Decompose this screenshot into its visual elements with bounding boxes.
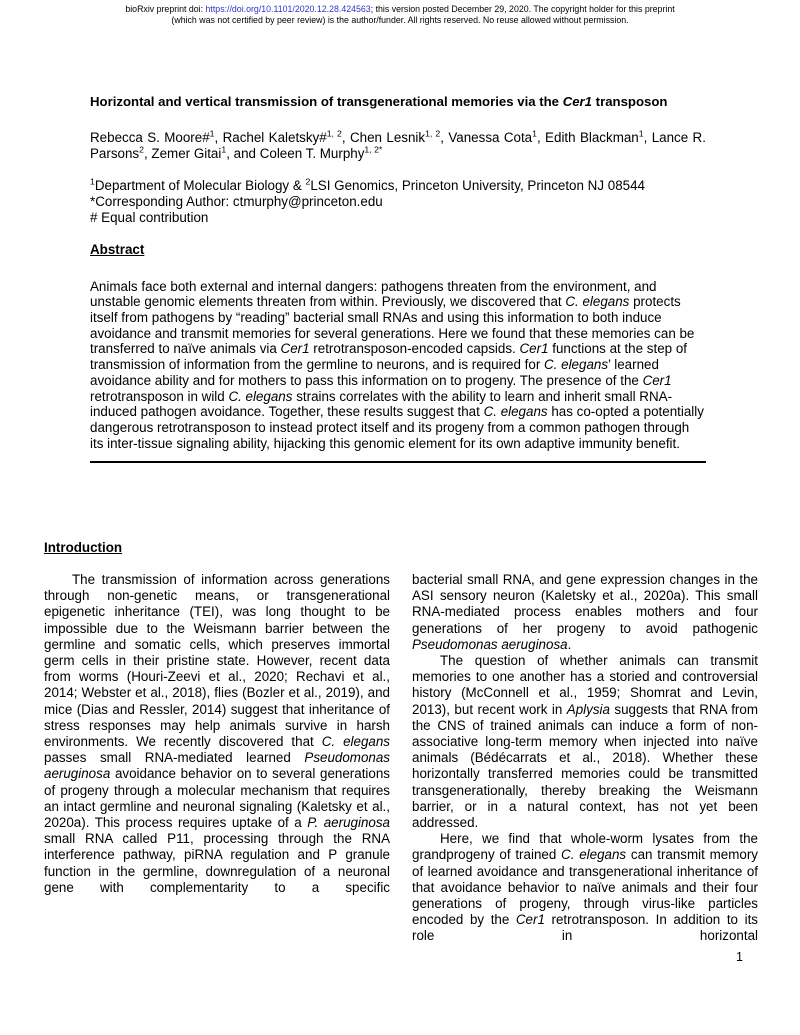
page-number: 1 bbox=[736, 950, 743, 964]
abstract-heading: Abstract bbox=[90, 241, 145, 257]
text-run: 1 bbox=[638, 128, 644, 139]
intro-paragraph-2 bbox=[412, 653, 758, 831]
text-run: , Zemer Gitai bbox=[143, 146, 222, 161]
text-run: The transmission of information across generations through non-genetic means, or transgenerational epigenetic inheritance (TEI), was long thought to be impossible due to the Weismann barrier between the germline and somatic cells, which preserves immortal germ cells in their pristine state. However, recent data from worms (Houri-Zeevi et al., 2020; Rechavi et al., 2014; Webster et al., 2018), flies (Bozler et al., 2019), and mice (Dias and Ressler, 2014) suggest that inheritance of stress responses may help animals survive in harsh environments. We recently discovered that bbox=[44, 572, 390, 750]
text-run: strains correlates with the ability to learn and inherit small RNA-induced pathogen avoidance. Together, these results suggest that bbox=[90, 388, 673, 420]
text-run: suggests that RNA from the CNS of trained animals can induce a form of non-associative long-term memory when injected into naïve animals (Bédécarrats et al., 2018). Whether these horizontally transferred memories could be transmitted transgenerationally, thereby breaking the Weismann barrier, or in a natural context, has not yet been addressed. bbox=[412, 701, 758, 831]
text-run: 2 bbox=[305, 176, 311, 187]
text-run: , Chen Lesnik bbox=[341, 129, 426, 145]
text-run: Cer1 bbox=[280, 341, 310, 357]
affiliation bbox=[90, 178, 706, 194]
affiliation-block bbox=[90, 178, 706, 225]
text-run: C. elegans bbox=[483, 404, 548, 420]
text-run: LSI Genomics, Princeton University, Princeton NJ 08544 bbox=[310, 178, 645, 194]
author-list bbox=[90, 130, 706, 162]
two-column-layout bbox=[44, 572, 758, 945]
text-run: Cer1 bbox=[519, 341, 549, 357]
text-run: retrotransposon. In addition to its role in horizontal bbox=[412, 912, 758, 944]
introduction-heading: Introduction bbox=[44, 540, 123, 555]
text-run: Pseudomonas aeruginosa bbox=[44, 750, 390, 782]
text-run: small RNA called P11, processing through the RNA interference pathway, piRNA regulation and P granule function in the germline, downregulation of a neuronal gene with complementarity to a specific bbox=[44, 831, 390, 895]
preprint-notice-line1 bbox=[0, 4, 800, 15]
intro-paragraph-3 bbox=[412, 831, 758, 944]
text-run: C. elegans bbox=[544, 357, 609, 373]
text-run: , Lance R. Parsons bbox=[90, 129, 706, 161]
text-run: 1, 2 bbox=[326, 128, 342, 139]
text-run: Rebecca S. Moore# bbox=[90, 129, 210, 145]
text-run: 1 bbox=[221, 144, 227, 155]
text-run: . bbox=[567, 636, 572, 652]
text-run: The question of whether animals can transmit memories to one another has a storied and controversial history (McConnell et al., 1959; Shomrat and Levin, 2013), but recent work in bbox=[412, 653, 758, 717]
intro-paragraph-1-continued bbox=[412, 572, 758, 653]
right-column bbox=[412, 572, 758, 945]
text-run: 1 bbox=[532, 128, 537, 139]
text-run: Animals face both external and internal dangers: pathogens threaten from the environment, and unstable genomic elements threaten from within. Previously, we discovered that bbox=[90, 278, 657, 310]
text-run: C. elegans bbox=[321, 734, 390, 750]
text-run: can transmit memory of learned avoidance and transgenerational inheritance of that avoidance behavior to naïve animals and their four generations of progeny, through virus-like particles encoded by the bbox=[412, 847, 758, 928]
text-run: Horizontal and vertical transmission of transgenerational memories via the bbox=[90, 94, 563, 109]
left-column bbox=[44, 572, 390, 945]
preprint-notice-line2: (which was not certified by peer review) is the author/funder. All rights reserved. No reuse allowed without permission. bbox=[171, 15, 629, 25]
text-run: 1 bbox=[90, 176, 95, 187]
text-run: Cer1 bbox=[562, 94, 593, 109]
text-run: C. elegans bbox=[565, 294, 630, 310]
text-run: retrotransposon-encoded capsids. bbox=[309, 341, 520, 357]
text-run: Aplysia bbox=[566, 701, 610, 717]
text-run: avoidance behavior on to several generations of progeny through a molecular mechanism that requires an intact germline and neuronal signaling (Kaletsky et al., 2020a). This process requires uptake of a bbox=[44, 766, 390, 831]
text-run: Department of Molecular Biology & bbox=[94, 178, 306, 194]
paper-title bbox=[90, 94, 706, 110]
section-divider-line bbox=[90, 461, 706, 463]
intro-paragraph-1 bbox=[44, 572, 390, 896]
text-run: protects itself from pathogens by “reading” bacterial small RNAs and using this information to both induce avoidance and transmit memories for several generations. Here we found that these memories can be transferred to naïve animals via bbox=[90, 294, 695, 357]
text-run: C. elegans bbox=[228, 388, 293, 404]
text-run: ; this version posted December 29, 2020. The copyright holder for this preprint bbox=[370, 4, 675, 14]
text-run: Pseudomonas aeruginosa bbox=[412, 636, 568, 652]
text-run: P. aeruginosa bbox=[307, 815, 390, 831]
text-run: Cer1 bbox=[515, 912, 545, 928]
doi-link[interactable]: https://doi.org/10.1101/2020.12.28.424563 bbox=[205, 4, 371, 14]
text-run: passes small RNA-mediated learned bbox=[44, 750, 305, 766]
text-run: functions at the step of transmission of information from the germline to neurons, and is required for bbox=[90, 341, 687, 373]
text-run: Here, we find that whole-worm lysates from the grandprogeny of trained bbox=[412, 831, 758, 863]
abstract-text bbox=[90, 279, 706, 452]
text-run: bioRxiv preprint doi: bbox=[125, 4, 206, 14]
text-run: 1, 2 bbox=[425, 128, 441, 139]
preprint-notice bbox=[0, 4, 800, 26]
text-run: 2 bbox=[139, 144, 144, 155]
text-run: retrotransposon in wild bbox=[90, 388, 229, 404]
title-block bbox=[90, 94, 706, 463]
text-run: ’ learned avoidance ability and for mothers to pass this information on to progeny. The presence of the bbox=[90, 357, 659, 388]
text-run: 1, 2* bbox=[364, 144, 383, 155]
corresponding-author: *Corresponding Author: ctmurphy@princeton.edu bbox=[90, 194, 383, 209]
text-run: has co-opted a potentially dangerous retrotransposon to instead protect itself and its progeny from a common pathogen through its inter-tissue signaling ability, hijacking this genomic element for its own adaptive immunity benefit. bbox=[90, 404, 704, 451]
text-run: Cer1 bbox=[642, 372, 672, 388]
equal-contribution-note: # Equal contribution bbox=[90, 209, 209, 225]
text-run: , Rachel Kaletsky# bbox=[214, 129, 327, 145]
introduction-section bbox=[44, 540, 758, 945]
text-run: , Edith Blackman bbox=[536, 129, 639, 145]
text-run: 1 bbox=[209, 128, 215, 139]
text-run: C. elegans bbox=[561, 847, 627, 863]
text-run: , Vanessa Cota bbox=[440, 129, 533, 145]
text-run: transposon bbox=[592, 94, 668, 109]
text-run: bacterial small RNA, and gene expression changes in the ASI sensory neuron (Kaletsky et al., 2020a). This small RNA-mediated process enables mothers and four generations of her progeny to avoid pathogenic bbox=[412, 572, 758, 636]
text-run: , and Coleen T. Murphy bbox=[226, 146, 365, 161]
